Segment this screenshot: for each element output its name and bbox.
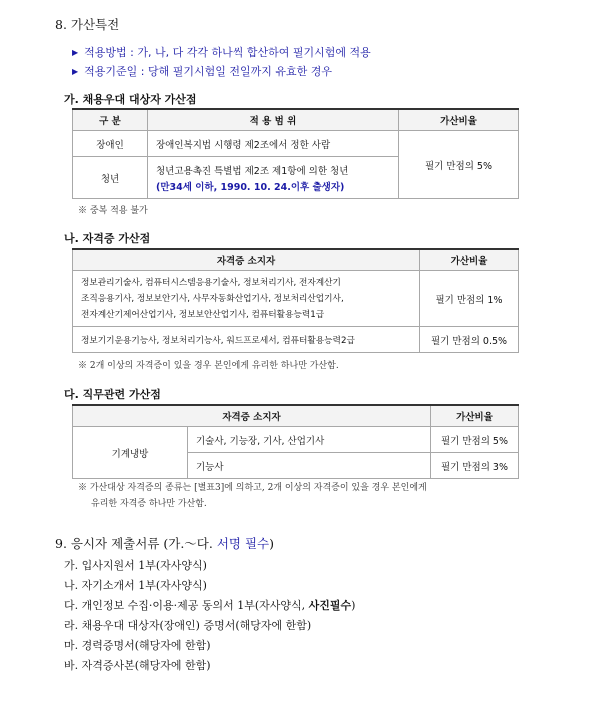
triangle-bullet-icon: ▶: [72, 48, 79, 57]
table-row: [73, 427, 519, 453]
youth-scope-note: (만34세 이하, 1990. 10. 24.이후 출생자): [156, 181, 345, 193]
job-rate-1: 필기 만점의 5%: [431, 427, 519, 453]
job-cert-2: 기능사: [188, 453, 431, 479]
triangle-bullet-icon: ▶: [72, 67, 79, 76]
col-header-rate: 가산비율: [431, 405, 519, 427]
cert-line: 전자계산기제어산업기사, 정보보안산업기사, 컴퓨터활용능력1급: [81, 309, 325, 320]
table-a-heading: 가. 채용우대 대상자 가산점: [64, 93, 197, 106]
job-cert-1: 기술사, 기능장, 기사, 산업기사: [188, 427, 431, 453]
row-label-youth: 청년: [73, 157, 148, 199]
section-9-title-text: 9. 응시자 제출서류 (가.～다.: [55, 536, 213, 551]
table-b-note: ※ 2개 이상의 자격증이 있을 경우 본인에게 유리한 하나만 가산함.: [78, 361, 339, 371]
doc-item-application: 가. 입사지원서 1부(자사양식): [64, 559, 207, 572]
table-row: [73, 327, 519, 353]
cert-list-2: 정보기기운용기능사, 정보처리기능사, 워드프로세서, 컴퓨터활용능력2급: [73, 327, 420, 353]
bullet-apply-date: ▶ 적용기준일 : 당해 필기시험일 전일까지 유효한 경우: [72, 65, 332, 78]
col-header-rate: 가산비율: [399, 109, 519, 131]
photo-required-emph: 사진필수: [308, 599, 352, 612]
cert-list-1: [73, 271, 420, 327]
job-rate-2: 필기 만점의 3%: [431, 453, 519, 479]
col-header-holder: 자격증 소지자: [73, 405, 431, 427]
field-cell: 기계냉방: [73, 427, 188, 479]
col-header-scope: 적 용 범 위: [148, 109, 399, 131]
doc-item-self-intro: 나. 자기소개서 1부(자사양식): [64, 579, 207, 592]
cert-rate-2: 필기 만점의 0.5%: [420, 327, 519, 353]
preferential-target-table: [72, 108, 519, 199]
job-related-table: [72, 404, 519, 479]
doc-item-career-cert: 마. 경력증명서(해당자에 한함): [64, 639, 211, 652]
section-9-title-end: ): [269, 536, 275, 551]
certificate-table: [72, 248, 519, 353]
cert-line: 정보관리기술사, 컴퓨터시스템응용기술사, 정보처리기사, 전자계산기: [81, 277, 341, 288]
privacy-consent-text: 다. 개인정보 수집·이용·제공 동의서 1부(자사양식,: [64, 599, 306, 612]
row-scope-disabled: 장애인복지법 시행령 제2조에서 정한 사람: [148, 131, 399, 157]
youth-scope-text: 청년고용촉진 특별법 제2조 제1항에 의한 청년: [156, 165, 349, 177]
signature-required-emph: 서명 필수: [216, 536, 270, 551]
doc-item-license-copy: 바. 자격증사본(해당자에 한함): [64, 659, 211, 672]
doc-item-privacy-consent: [64, 597, 355, 613]
cert-rate-1: 필기 만점의 1%: [420, 271, 519, 327]
cert-line: 조직응용기사, 정보보안기사, 사무자동화산업기사, 정보처리산업기사,: [81, 293, 344, 304]
table-c-note-2: 유리한 자격증 하나만 가산함.: [91, 499, 207, 509]
table-row: [73, 271, 519, 327]
table-c-heading: 다. 직무관련 가산점: [64, 388, 161, 401]
bullet-apply-method: ▶ 적용방법 : 가, 나, 다 각각 하나씩 합산하여 필기시험에 적용: [72, 46, 371, 59]
table-b-heading: 나. 자격증 가산점: [64, 232, 151, 245]
table-c-note-1: ※ 가산대상 자격증의 종류는 [별표3]에 의하고, 2개 이상의 자격증이 있을 경우 본인에게: [78, 483, 427, 493]
col-header-holder: 자격증 소지자: [73, 249, 420, 271]
rate-cell: 필기 만점의 5%: [399, 131, 519, 199]
table-a-note: ※ 중복 적용 불가: [78, 206, 148, 216]
table-row: [73, 131, 519, 157]
row-label-disabled: 장애인: [73, 131, 148, 157]
section-9-title: [55, 534, 274, 552]
privacy-consent-end: ): [351, 599, 356, 612]
section-8-title: 8. 가산특전: [55, 17, 120, 32]
doc-item-preferential-cert: 라. 채용우대 대상자(장애인) 증명서(해당자에 한함): [64, 619, 312, 632]
row-scope-youth: [148, 157, 399, 199]
col-header-rate: 가산비율: [420, 249, 519, 271]
col-header-category: 구 분: [73, 109, 148, 131]
